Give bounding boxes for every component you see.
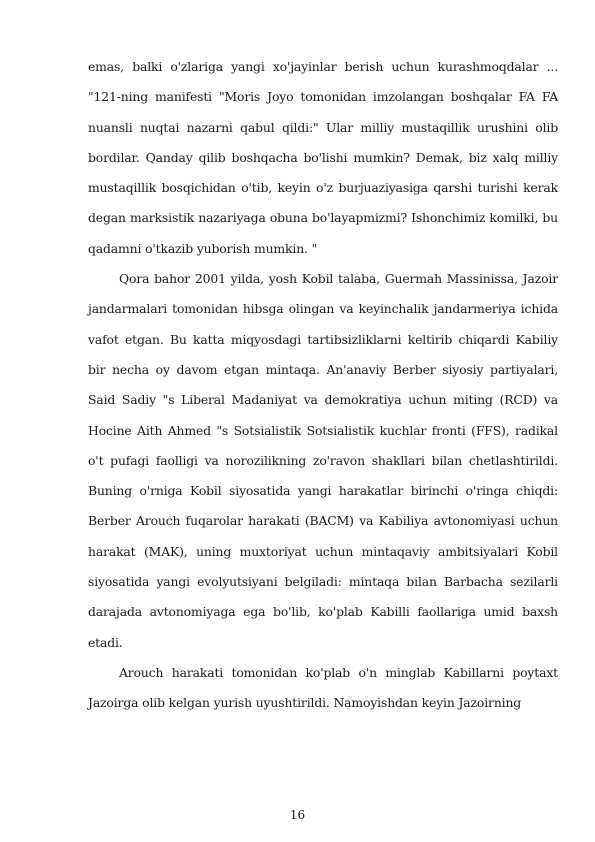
paragraph-black-spring: Qora bahor 2001 yilda, yosh Kobil talaba, Guermah Massinissa, Jazoir jandarmalari tomonidan hibsga olingan va keyinchalik jandarmeriya ichida vafot etgan. Bu katta miqyosdagi tartibsizliklarni keltirib chiqardi Kabiliy bir necha oy davom etgan mintaqa. An'anaviy Berber siyosiy partiyalari, Said Sadiy "s Liberal Madaniyat va demokratiya uchun miting (RCD) va Hocine Aith Ahmed "s Sotsialistik Sotsialistik kuchlar fronti (FFS), radikal o't pufagi faolligi va norozilikning zo'ravon shakllari bilan chetlashtirildi. Buning o'rniga Kobil siyosatida yangi harakatlar birinchi o'ringa chiqdi: Berber Arouch fuqarolar harakati (BACM) va Kabiliya avtonomiyasi uchun harakat (MAK), uning muxtoriyat uchun mintaqaviy ambitsiyalari Kobil siyosatida yangi evolyutsiyani belgiladi: mintaqa bilan Barbacha sezilarli darajada avtonomiyaga ega bo'lib, ko'plab Kabilli faollariga umid baxsh etadi. — [88, 271, 558, 650]
page-number: 16 — [289, 808, 306, 822]
paragraph-arouch-march: Arouch harakati tomonidan ko'plab o'n minglab Kabillarni poytaxt Jazoirga olib kelgan yurish uyushtirildi. Namoyishdan keyin Jazoirning — [88, 664, 558, 711]
paragraph-continuation: emas, balki o'zlariga yangi xo'jayinlar berish uchun kurashmoqdalar ... "121-ning manifesti "Moris Joyo tomonidan imzolangan boshqalar FA FA nuansli nuqtai nazarni qabul qildi:" Ular milliy mustaqillik urushini olib bordilar. Qanday qilib boshqacha bo'lishi mumkin? Demak, biz xalq milliy mustaqillik bosqichidan o'tib, keyin o'z burjuaziyasiga qarshi turishi kerak degan marksistik nazariyaga obuna bo'layapmizmi? Ishonchimiz komilki, bu qadamni o'tkazib yuborish mumkin. " — [88, 59, 558, 256]
body-text — [88, 52, 558, 719]
